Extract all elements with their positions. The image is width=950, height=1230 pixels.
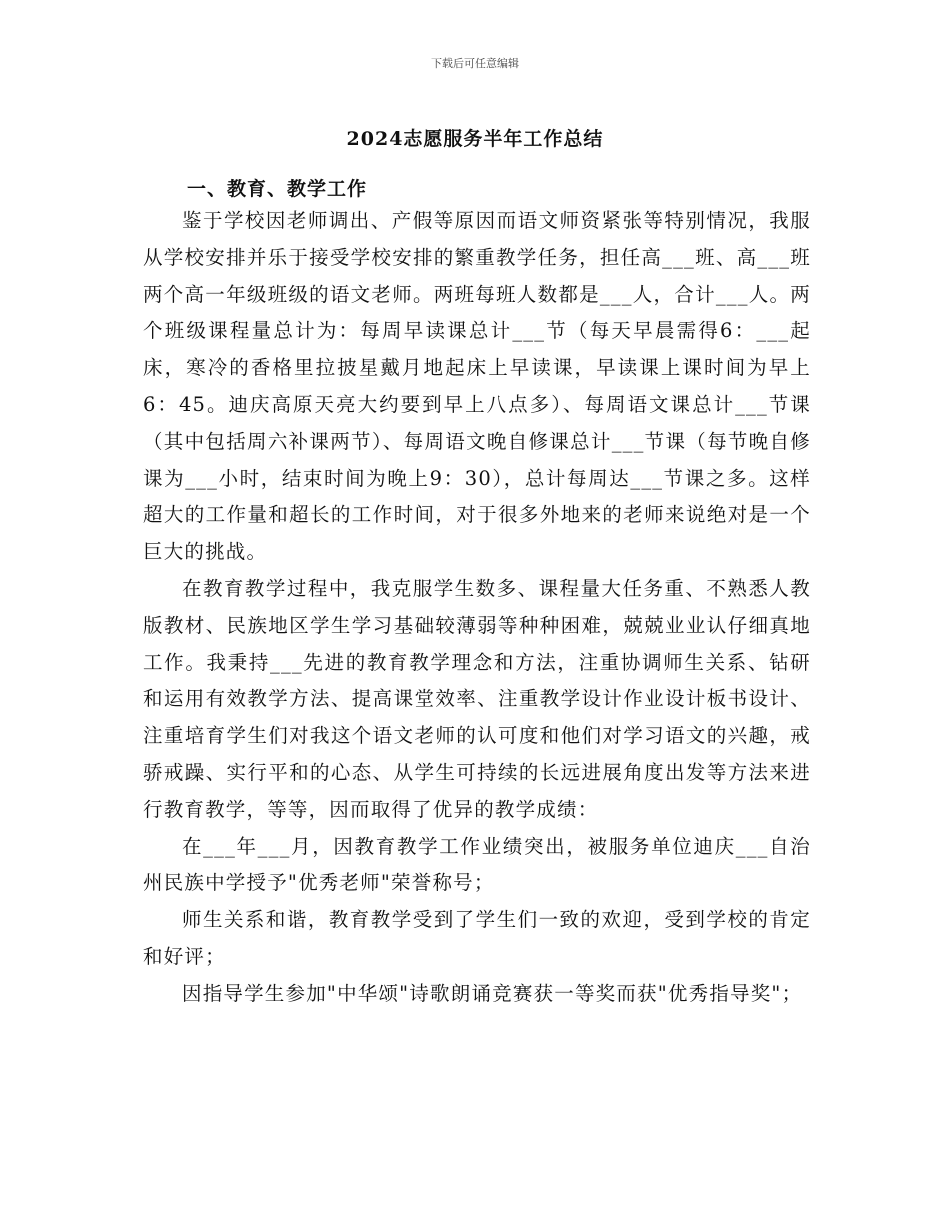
document-body	[143, 203, 811, 1013]
document-title: 2024志愿服务半年工作总结	[346, 128, 604, 150]
paragraph-workload: 鉴于学校因老师调出、产假等原因而语文师资紧张等特别情况，我服从学校安排并乐于接受学校安排的繁重教学任务，担任高___班、高___班两个高一年级班级的语文老师。两班每班人数都是___人，合计___人。两个班级课程量总计为：每周早读课总计___节（每天早晨需得6：___起床，寒冷的香格里拉披星戴月地起床上早读课，早读课上课时间为早上6：45。迪庆高原天亮大约要到早上八点多）、每周语文课总计___节课（其中包括周六补课两节）、每周语文晚自修课总计___节课（每节晚自修课为___小时，结束时间为晚上9：30），总计每周达___节课之多。这样超大的工作量和超长的工作时间，对于很多外地来的老师来说绝对是一个巨大的挑战。	[143, 209, 811, 564]
paragraph-relationship: 师生关系和谐，教育教学受到了学生们一致的欢迎，受到学校的肯定和好评；	[143, 908, 811, 968]
paragraph-award-teacher: 在___年___月，因教育教学工作业绩突出，被服务单位迪庆___自治州民族中学授予"优秀老师"荣誉称号；	[143, 834, 811, 895]
paragraph-teaching-process: 在教育教学过程中，我克服学生数多、课程量大任务重、不熟悉人教版教材、民族地区学生学习基础较薄弱等种种困难，兢兢业业认仔细真地工作。我秉持___先进的教育教学理念和方法，注重协调师生关系、钻研和运用有效教学方法、提高课堂效率、注重教学设计作业设计板书设计、注重培育学生们对我这个语文老师的认可度和他们对学习语文的兴趣，戒骄戒躁、实行平和的心态、从学生可持续的长远进展角度出发等方法来进行教育教学，等等，因而取得了优异的教学成绩：	[143, 576, 811, 821]
page-header-note: 下载后可任意编辑	[431, 57, 519, 70]
paragraph-award-instructor: 因指导学生参加"中华颂"诗歌朗诵竞赛获一等奖而获"优秀指导奖"；	[182, 981, 803, 1005]
section-heading: 一、教育、教学工作	[187, 178, 368, 200]
